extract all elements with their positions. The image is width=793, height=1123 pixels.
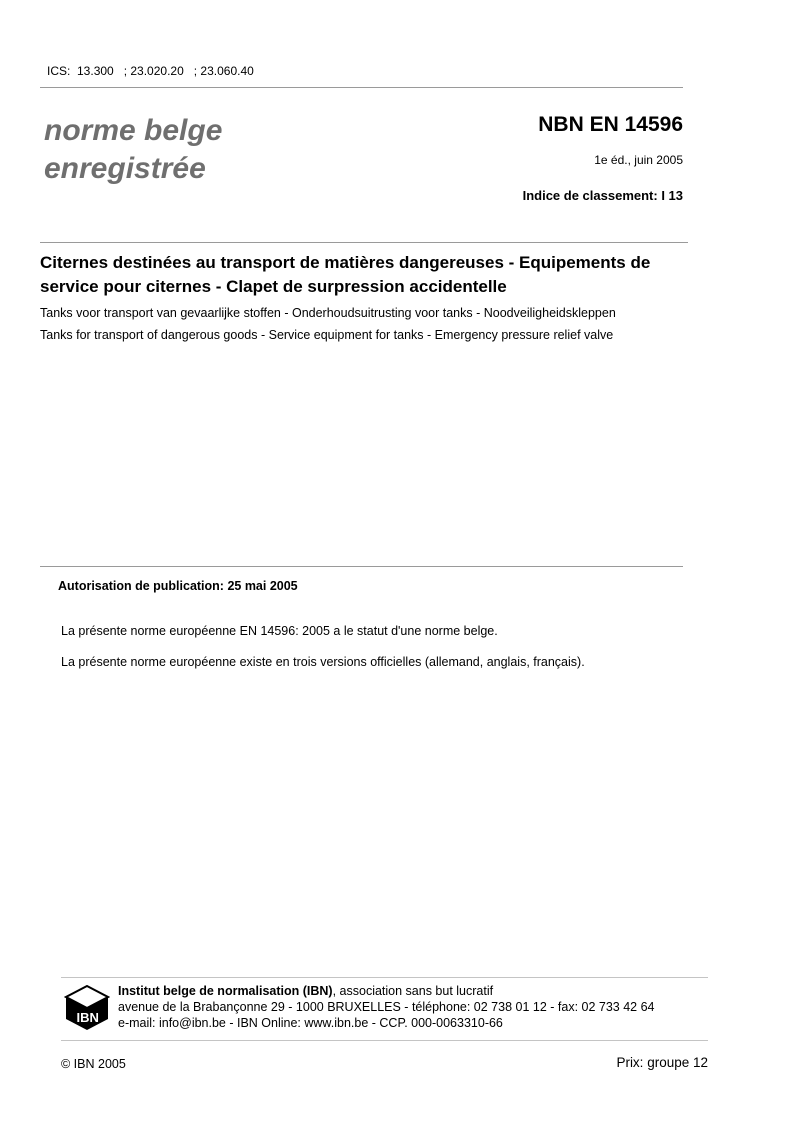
- institute-suffix: , association sans but lucratif: [332, 984, 494, 998]
- norme-line-2: enregistrée: [44, 152, 206, 185]
- edition-date: 1e éd., juin 2005: [594, 153, 683, 167]
- institute-address: avenue de la Brabançonne 29 - 1000 BRUXELLES - téléphone: 02 738 01 12 - fax: 02 733 42 64: [118, 1000, 655, 1014]
- norme-belge-label: [44, 112, 222, 188]
- footer-divider-top: [61, 977, 708, 978]
- institute-line: [118, 983, 493, 999]
- versions-paragraph: La présente norme européenne existe en trois versions officielles (allemand, anglais, français).: [61, 655, 585, 669]
- copyright: © IBN 2005: [61, 1057, 126, 1071]
- title-english: Tanks for transport of dangerous goods - Service equipment for tanks - Emergency pressure relief valve: [40, 328, 614, 342]
- standard-id: NBN EN 14596: [538, 113, 683, 136]
- title-divider-bottom: [40, 566, 683, 567]
- title-divider-top: [40, 242, 688, 243]
- title-dutch: Tanks voor transport van gevaarlijke stoffen - Onderhoudsuitrusting voor tanks - Noodveiligheidskleppen: [40, 306, 616, 320]
- ics-codes: ICS: 13.300 ; 23.020.20 ; 23.060.40: [47, 64, 254, 78]
- norme-line-1: norme belge: [44, 114, 223, 147]
- title-french: Citernes destinées au transport de matières dangereuses - Equipements de service pour citernes - Clapet de surpression accidentelle: [40, 253, 651, 296]
- status-paragraph: La présente norme européenne EN 14596: 2005 a le statut d'une norme belge.: [61, 624, 498, 638]
- publication-authorisation: Autorisation de publication: 25 mai 2005: [58, 579, 298, 593]
- institute-contact: e-mail: info@ibn.be - IBN Online: www.ibn.be - CCP. 000-0063310-66: [118, 1016, 503, 1030]
- logo-text: IBN: [76, 1010, 99, 1025]
- price-group: Prix: groupe 12: [616, 1055, 708, 1070]
- footer-divider-bottom: [61, 1040, 708, 1041]
- classification-index: Indice de classement: I 13: [522, 188, 683, 203]
- institute-name: Institut belge de normalisation (IBN): [118, 984, 333, 998]
- ibn-cube-logo-icon: [64, 985, 110, 1031]
- header-divider: [40, 87, 683, 88]
